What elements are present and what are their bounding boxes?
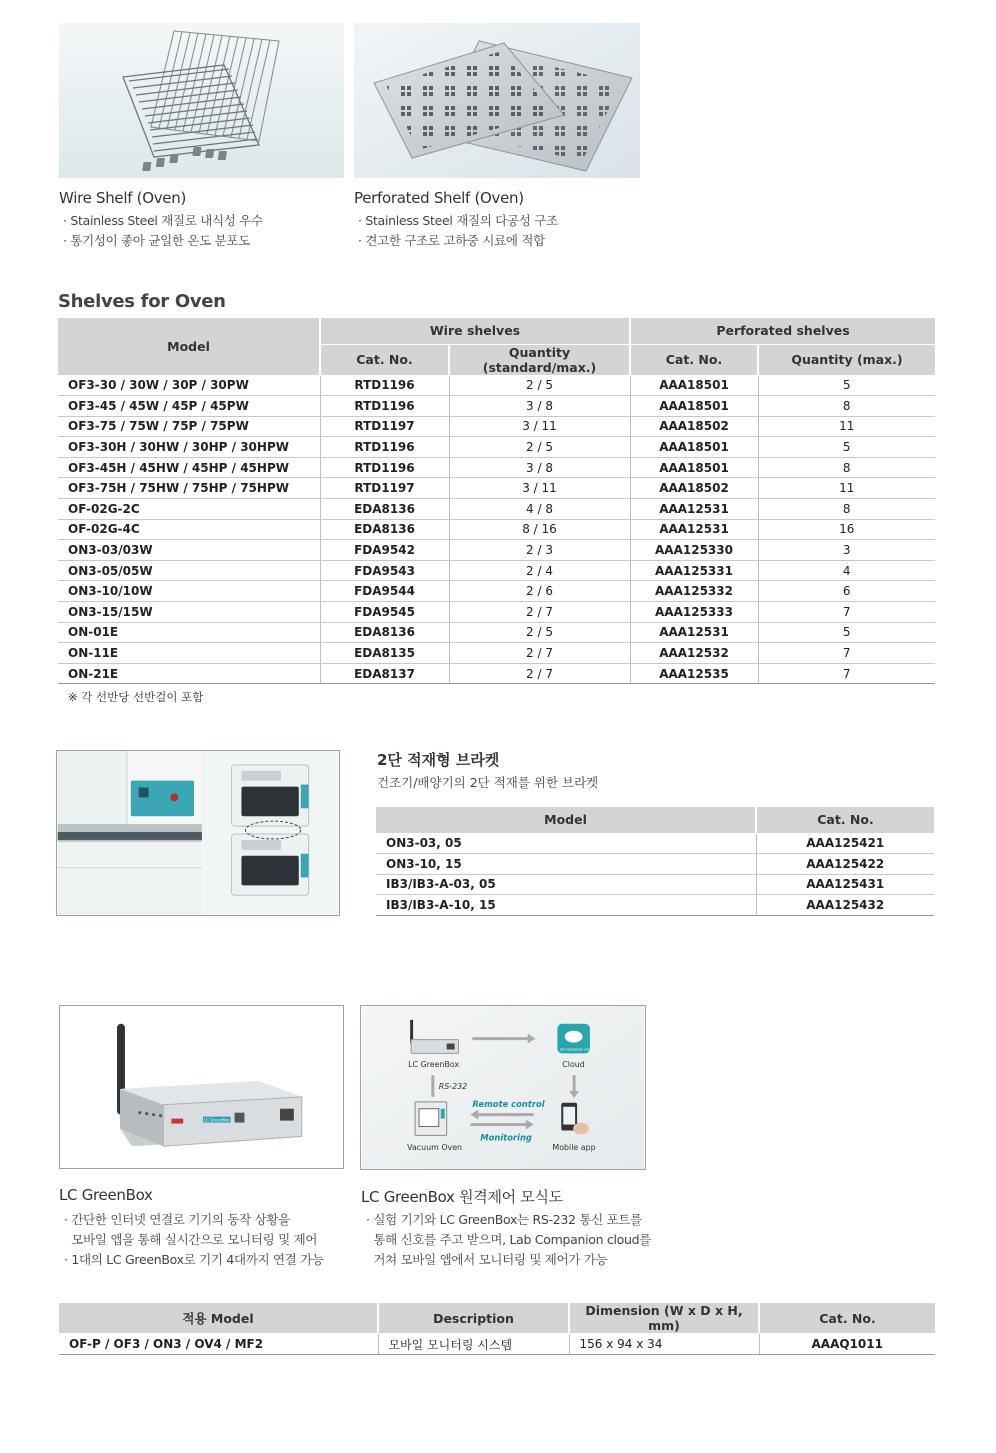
diagram-rs232-label: RS-232: [438, 1081, 468, 1091]
wire-qty-cell: 4 / 8: [449, 499, 630, 520]
greenbox-table: [59, 1303, 935, 1355]
perf-cat-cell: AAA12532: [630, 643, 758, 664]
model-cell: OF3-30 / 30W / 30P / 30PW: [58, 375, 320, 396]
model-cell: ON3-03/03W: [58, 540, 320, 561]
model-cell: OF3-75H / 75HW / 75HP / 75HPW: [58, 478, 320, 499]
remote-diagram: [360, 1005, 646, 1170]
table-row: [58, 375, 935, 396]
model-cell: OF3-75 / 75W / 75P / 75PW: [58, 416, 320, 437]
bracket-model-cell: IB3/IB3-A-03, 05: [376, 874, 756, 895]
table-row: [58, 581, 935, 602]
gb-col-dim: Dimension (W x D x H, mm): [569, 1303, 759, 1334]
wire-cat-cell: EDA8137: [320, 663, 449, 684]
col-header-wire-cat: Cat. No.: [320, 344, 449, 375]
wire-shelf-bullet: · 통기성이 좋아 균일한 온도 분포도: [63, 231, 263, 251]
remote-line: · 실험 기기와 LC GreenBox는 RS-232 통신 포트를: [366, 1210, 651, 1230]
bracket-cat-cell: AAA125422: [756, 854, 934, 875]
wire-cat-cell: RTD1196: [320, 396, 449, 417]
perforated-shelf-photo: [354, 23, 640, 178]
wire-qty-cell: 2 / 7: [449, 602, 630, 623]
model-cell: ON3-10/10W: [58, 581, 320, 602]
diagram-mobile-label: Mobile app: [552, 1143, 596, 1153]
model-cell: ON3-15/15W: [58, 602, 320, 623]
wire-cat-cell: FDA9544: [320, 581, 449, 602]
wire-cat-cell: EDA8136: [320, 622, 449, 643]
perf-qty-cell: 8: [758, 396, 935, 417]
wire-qty-cell: 2 / 3: [449, 540, 630, 561]
perforated-shelf-title: Perforated Shelf (Oven): [354, 189, 524, 207]
table-row: [58, 622, 935, 643]
perf-qty-cell: 7: [758, 663, 935, 684]
perf-cat-cell: AAA12535: [630, 663, 758, 684]
wire-cat-cell: EDA8136: [320, 499, 449, 520]
greenbox-bullet: · 1대의 LC GreenBox로 기기 4대까지 연결 가능: [64, 1250, 324, 1270]
bracket-table-body: [376, 833, 934, 915]
col-header-perf-cat: Cat. No.: [630, 344, 758, 375]
gb-dim-cell: 156 x 94 x 34: [569, 1334, 759, 1355]
shelves-section-title: Shelves for Oven: [58, 291, 226, 312]
perf-cat-cell: AAA125333: [630, 602, 758, 623]
table-row: [376, 895, 934, 916]
bracket-table: [376, 807, 934, 916]
wire-cat-cell: FDA9542: [320, 540, 449, 561]
perf-cat-cell: AAA12531: [630, 622, 758, 643]
perf-qty-cell: 7: [758, 602, 935, 623]
perf-qty-cell: 11: [758, 416, 935, 437]
diagram-remote-label: Remote control: [472, 1098, 545, 1109]
perf-cat-cell: AAA18501: [630, 396, 758, 417]
wire-shelf-photo: [59, 23, 344, 178]
wire-cat-cell: RTD1196: [320, 375, 449, 396]
perf-cat-cell: AAA18501: [630, 437, 758, 458]
perf-qty-cell: 3: [758, 540, 935, 561]
table-row: [376, 854, 934, 875]
perf-qty-cell: 5: [758, 375, 935, 396]
wire-qty-cell: 3 / 11: [449, 478, 630, 499]
perf-qty-cell: 5: [758, 437, 935, 458]
gb-model-cell: OF-P / OF3 / ON3 / OV4 / MF2: [59, 1334, 378, 1355]
remote-line: 통해 신호를 주고 받으며, Lab Companion cloud를: [373, 1232, 652, 1247]
greenbox-bullet: · 간단한 인터넷 연결로 기기의 동작 상황을: [64, 1210, 324, 1230]
bracket-model-cell: ON3-10, 15: [376, 854, 756, 875]
wire-qty-cell: 2 / 5: [449, 622, 630, 643]
model-cell: ON3-05/05W: [58, 560, 320, 581]
perf-cat-cell: AAA18501: [630, 457, 758, 478]
gb-col-model: 적용 Model: [59, 1303, 378, 1334]
perforated-shelf-bullets: [358, 211, 558, 251]
cloud-icon: [557, 1024, 592, 1054]
model-cell: OF-02G-4C: [58, 519, 320, 540]
perf-qty-cell: 8: [758, 457, 935, 478]
wire-shelf-title: Wire Shelf (Oven): [59, 189, 186, 207]
model-cell: OF-02G-2C: [58, 499, 320, 520]
wire-qty-cell: 8 / 16: [449, 519, 630, 540]
bracket-model-cell: ON3-03, 05: [376, 833, 756, 854]
bracket-model-cell: IB3/IB3-A-10, 15: [376, 895, 756, 916]
wire-cat-cell: RTD1197: [320, 416, 449, 437]
table-row: [58, 643, 935, 664]
table-row: [58, 478, 935, 499]
diagram-greenbox-label: LC GreenBox: [408, 1060, 460, 1070]
perf-cat-cell: AAA125332: [630, 581, 758, 602]
perf-qty-cell: 6: [758, 581, 935, 602]
table-row: [58, 540, 935, 561]
model-cell: OF3-30H / 30HW / 30HP / 30HPW: [58, 437, 320, 458]
col-header-wire-qty: Quantity (standard/max.): [449, 344, 630, 375]
greenbox-device-label: LC GreenBox: [203, 1117, 230, 1123]
table-row: [58, 499, 935, 520]
gb-cat-cell: AAAQ1011: [759, 1334, 935, 1355]
shelves-table: [58, 318, 935, 684]
model-cell: ON-21E: [58, 663, 320, 684]
greenbox-title: LC GreenBox: [59, 1186, 153, 1204]
table-row: [59, 1334, 935, 1355]
remote-line: 거쳐 모바일 앱에서 모니터링 및 제어가 가능: [373, 1252, 608, 1267]
wire-qty-cell: 3 / 8: [449, 396, 630, 417]
gb-col-desc: Description: [378, 1303, 569, 1334]
bracket-subtitle: 건조기/배양기의 2단 적재를 위한 브라켓: [377, 775, 599, 790]
perf-qty-cell: 11: [758, 478, 935, 499]
remote-description: [366, 1210, 651, 1270]
wire-qty-cell: 2 / 4: [449, 560, 630, 581]
bracket-photo: [56, 750, 340, 916]
perf-qty-cell: 7: [758, 643, 935, 664]
table-row: [58, 457, 935, 478]
bracket-cat-cell: AAA125421: [756, 833, 934, 854]
perf-cat-cell: AAA125331: [630, 560, 758, 581]
wire-cat-cell: EDA8136: [320, 519, 449, 540]
table-row: [58, 663, 935, 684]
shelves-table-body: [58, 375, 935, 684]
col-header-wire-shelves: Wire shelves: [320, 318, 630, 344]
wire-shelf-bullets: [63, 211, 263, 251]
perf-qty-cell: 16: [758, 519, 935, 540]
perf-qty-cell: 5: [758, 622, 935, 643]
wire-cat-cell: EDA8135: [320, 643, 449, 664]
col-header-perforated-shelves: Perforated shelves: [630, 318, 935, 344]
model-cell: OF3-45H / 45HW / 45HP / 45HPW: [58, 457, 320, 478]
greenbox-bullets: [64, 1210, 324, 1270]
remote-title: LC GreenBox 원격제어 모식도: [361, 1188, 563, 1206]
perf-qty-cell: 8: [758, 499, 935, 520]
perf-cat-cell: AAA18502: [630, 416, 758, 437]
wire-cat-cell: RTD1196: [320, 457, 449, 478]
wire-cat-cell: RTD1197: [320, 478, 449, 499]
model-cell: ON-11E: [58, 643, 320, 664]
wire-cat-cell: RTD1196: [320, 437, 449, 458]
table-row: [58, 437, 935, 458]
greenbox-bullet: 모바일 앱을 통해 실시간으로 모니터링 및 제어: [71, 1232, 318, 1247]
bracket-title: 2단 적재형 브라켓: [377, 751, 500, 769]
model-cell: ON-01E: [58, 622, 320, 643]
table-row: [58, 396, 935, 417]
perforated-shelf-bullet: · Stainless Steel 재질의 다공성 구조: [358, 211, 558, 231]
perf-qty-cell: 4: [758, 560, 935, 581]
perf-cat-cell: AAA18502: [630, 478, 758, 499]
wire-qty-cell: 2 / 5: [449, 437, 630, 458]
wire-qty-cell: 3 / 8: [449, 457, 630, 478]
wire-qty-cell: 2 / 6: [449, 581, 630, 602]
vacuum-oven-icon: [415, 1102, 447, 1136]
diagram-oven-label: Vacuum Oven: [407, 1143, 463, 1153]
perf-cat-cell: AAA12531: [630, 499, 758, 520]
wire-shelf-bullet: · Stainless Steel 재질로 내식성 우수: [63, 211, 263, 231]
wire-cat-cell: FDA9543: [320, 560, 449, 581]
bracket-cat-cell: AAA125431: [756, 874, 934, 895]
cloud-badge-label: lab companion cloud: [559, 1047, 593, 1052]
table-row: [376, 833, 934, 854]
bracket-col-cat: Cat. No.: [756, 807, 934, 833]
table-row: [58, 416, 935, 437]
wire-qty-cell: 3 / 11: [449, 416, 630, 437]
col-header-model: Model: [58, 318, 320, 375]
wire-qty-cell: 2 / 7: [449, 663, 630, 684]
gb-desc-cell: 모바일 모니터링 시스템: [378, 1334, 569, 1355]
shelves-note: ※ 각 선반당 선반걸이 포함: [68, 690, 204, 704]
wire-qty-cell: 2 / 5: [449, 375, 630, 396]
table-row: [58, 519, 935, 540]
diagram-monitoring-label: Monitoring: [480, 1132, 532, 1143]
perf-cat-cell: AAA18501: [630, 375, 758, 396]
table-row: [376, 874, 934, 895]
perforated-shelf-bullet: · 견고한 구조로 고하중 시료에 적합: [358, 231, 558, 251]
table-row: [58, 560, 935, 581]
col-header-perf-qty: Quantity (max.): [758, 344, 935, 375]
bracket-cat-cell: AAA125432: [756, 895, 934, 916]
wire-cat-cell: FDA9545: [320, 602, 449, 623]
model-cell: OF3-45 / 45W / 45P / 45PW: [58, 396, 320, 417]
perf-cat-cell: AAA12531: [630, 519, 758, 540]
perf-cat-cell: AAA125330: [630, 540, 758, 561]
greenbox-device-photo: [59, 1005, 344, 1169]
bracket-col-model: Model: [376, 807, 756, 833]
diagram-cloud-label: Cloud: [562, 1060, 585, 1070]
table-row: [58, 602, 935, 623]
gb-col-cat: Cat. No.: [759, 1303, 935, 1334]
wire-qty-cell: 2 / 7: [449, 643, 630, 664]
